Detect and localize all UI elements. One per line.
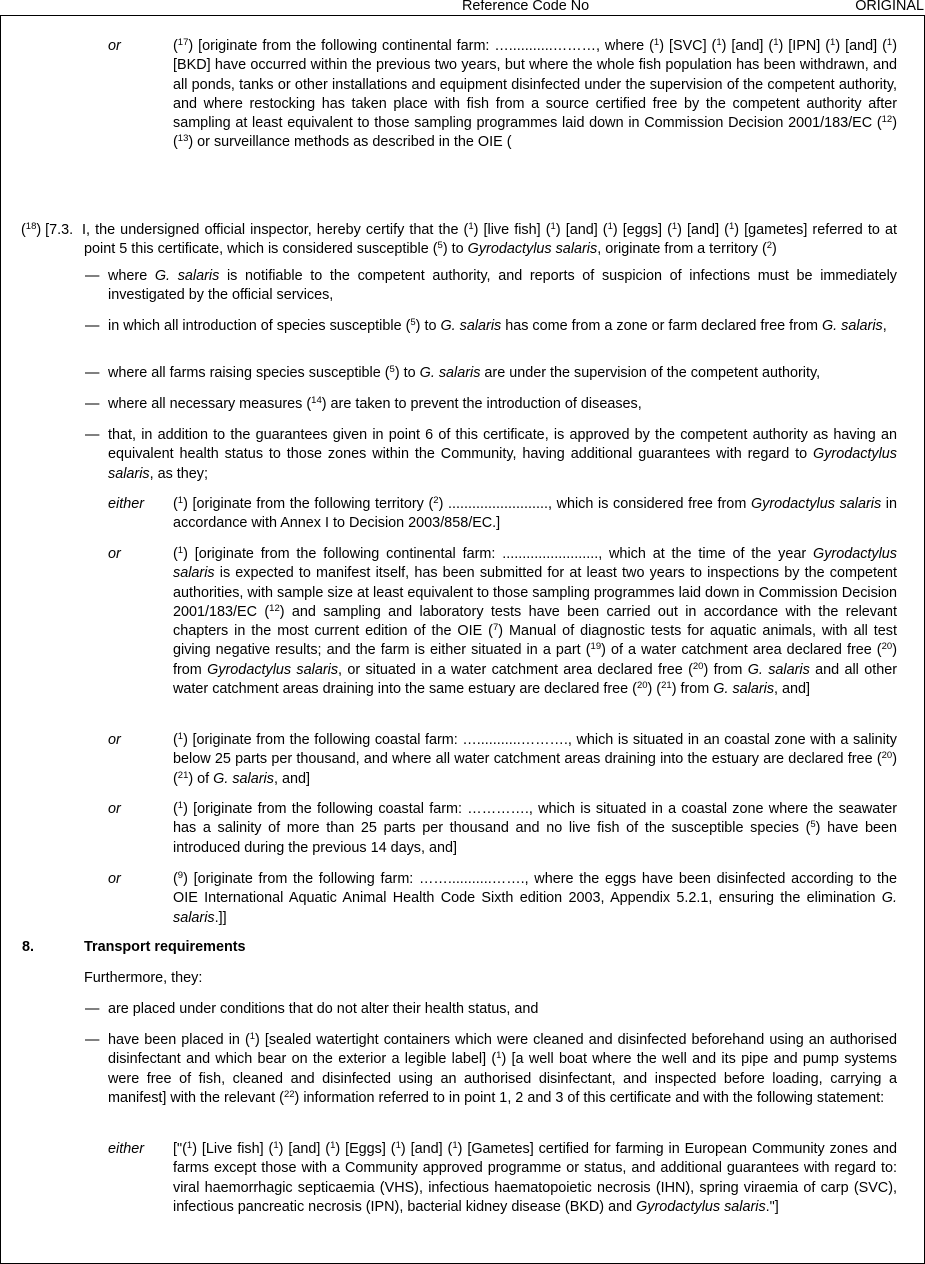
list-item: where all farms raising species susceptible ($^5$) to G. salaris are under the supervision of the competent authority, (108, 364, 821, 381)
continental-farm-gyro-paragraph: ($^1$) [originate from the following continental farm: ........................, which at the time of the year Gyrodactylus salaris is expected to manifest itself, has been submitted for at least two years to inspections by the competent authorities, with sample size at least equivalent to those sampling programmes laid down in Commission Decision 2001/183/EC ($^{12}$) and sampling and laboratory tests have been carried out in accordance with the relevant chapters in the most current edition of the OIE ($^7$) Manual of diagnostic tests for aquatic animals, with all test giving negative results; and the farm is either situated in a part ($^{19}$) of a water catchment area declared free ($^{20}$) from Gyrodactylus salaris, or situated in a water catchment area declared free ($^{20}$) from G. salaris and all other water catchment areas draining into the same estuary are declared free ($^{20}$) ($^{21}$) from G. salaris, and] (173, 545, 898, 698)
section-8-title: Transport requirements (84, 939, 246, 955)
certification-statement-paragraph: ["($^1$) [Live fish] ($^1$) [and] ($^1$) [Eggs] ($^1$) [and] ($^1$) [Gametes] certified for farming in European Community zones and farms except those with a Community approved programme or status, and additional guarantees with regard to: viral haemorrhagic septicaemia (VHS), infectious haematopoietic necrosis (IHN), spring viraemia of carp (SVC), infectious pancreatic necrosis (IPN), bacterial kidney disease (BKD) and Gyrodactylus salaris."] (173, 1140, 897, 1215)
territory-paragraph: ($^1$) [originate from the following territory ($^2$) ........................., which is considered free from Gyrodactylus salaris in accordance with Annex I to Decision 2003/858/EC.] (173, 495, 897, 532)
list-item: in which all introduction of species susceptible ($^5$) to G. salaris has come from a zone or farm declared free from G. salaris, (108, 317, 887, 334)
section-8-number: 8. (22, 939, 35, 955)
dash-marker: — (85, 1001, 100, 1017)
section-7-3-paragraph: I, the undersigned official inspector, hereby certify that the ($^1$) [live fish] ($^1$) [and] ($^1$) [eggs] ($^1$) [and] ($^1$) [gametes] referred to at point 5 this certificate, which is considered susceptible ($^5$) to Gyrodactylus salaris, originate from a territory ($^2$) (82, 221, 897, 258)
coastal-farm-high-salinity-paragraph: ($^1$) [originate from the following coastal farm: …………., which is situated in a coastal zone where the seawater has a salinity of more than 25 parts per thousand and no live fish of the susceptible species ($^5$) have been introduced during the previous 14 days, and] (173, 800, 897, 856)
list-item: that, in addition to the guarantees given in point 6 of this certificate, is approved by the competent authority as having an equivalent health status to those zones within the Community, having additional guarantees with regard to Gyrodactylus salaris, as they; (108, 427, 897, 482)
list-item: have been placed in ($^1$) [sealed watertight containers which were cleaned and disinfected beforehand using an authorised disinfectant and which bear on the exterior a legible label] ($^1$) [a well boat where the well and its pipe and pump systems were free of fish, cleaned and disinfected using an authorised disinfectant, and inspected before loading, carrying a manifest] with the relevant ($^{22}$) information referred to in point 1, 2 and 3 of this certificate and with the following statement: (108, 1031, 897, 1106)
section-7-3-number: ($^{18}$) [7.3. (21, 221, 74, 238)
or-label: or (108, 871, 121, 887)
reference-code-label: Reference Code No (462, 0, 590, 14)
page-header (0, 0, 925, 16)
dash-marker: — (85, 268, 100, 284)
coastal-farm-low-salinity-paragraph: ($^1$) [originate from the following coastal farm: …...........………., which is situated in an coastal zone with a salinity below 25 parts per thousand, and where all water catchment areas draining into the estuary are declared free ($^{20}$) ($^{21}$) of G. salaris, and] (173, 731, 897, 787)
continental-farm-paragraph: ($^{17}$) [originate from the following continental farm: …...........………, where ($^1$) [SVC] ($^1$) [and] ($^1$) [IPN] ($^1$) [and] ($^1$) [BKD] have occurred within the previous two years, but where the whole fish population has been withdrawn, and all ponds, tanks or other installations and equipment disinfected under the supervision of the competent authority, and where restocking has taken place with fish from a source certified free by the competent authority after sampling at least equivalent to those sampling programmes laid down in Commission Decision 2001/183/EC ($^{12}$) ($^{13}$) or surveillance methods as described in the OIE ( (173, 37, 897, 151)
furthermore-text: Furthermore, they: (84, 970, 203, 986)
dash-marker: — (85, 1032, 100, 1048)
list-item: where G. salaris is notifiable to the competent authority, and reports of suspicion of infections must be immediately investigated by the official services, (108, 268, 897, 304)
list-item: where all necessary measures ($^{14}$) are taken to prevent the introduction of diseases, (108, 395, 642, 412)
original-label: ORIGINAL (855, 0, 924, 14)
either-label: either (108, 496, 144, 512)
egg-disinfection-paragraph: ($^9$) [originate from the following farm: ……...........……., where the eggs have been disinfected according to the OIE International Aquatic Animal Health Code Sixth edition 2003, Appendix 5.2.1, ensuring the elimination G. salaris.]] (173, 870, 897, 926)
dash-marker: — (85, 318, 100, 334)
or-label: or (108, 546, 121, 562)
or-label: or (108, 38, 121, 54)
dash-marker: — (85, 396, 100, 412)
or-label: or (108, 801, 121, 817)
dash-marker: — (85, 427, 100, 443)
dash-marker: — (85, 365, 100, 381)
list-item: are placed under conditions that do not alter their health status, and (108, 1001, 539, 1017)
or-label: or (108, 732, 121, 748)
either-label: either (108, 1141, 144, 1157)
